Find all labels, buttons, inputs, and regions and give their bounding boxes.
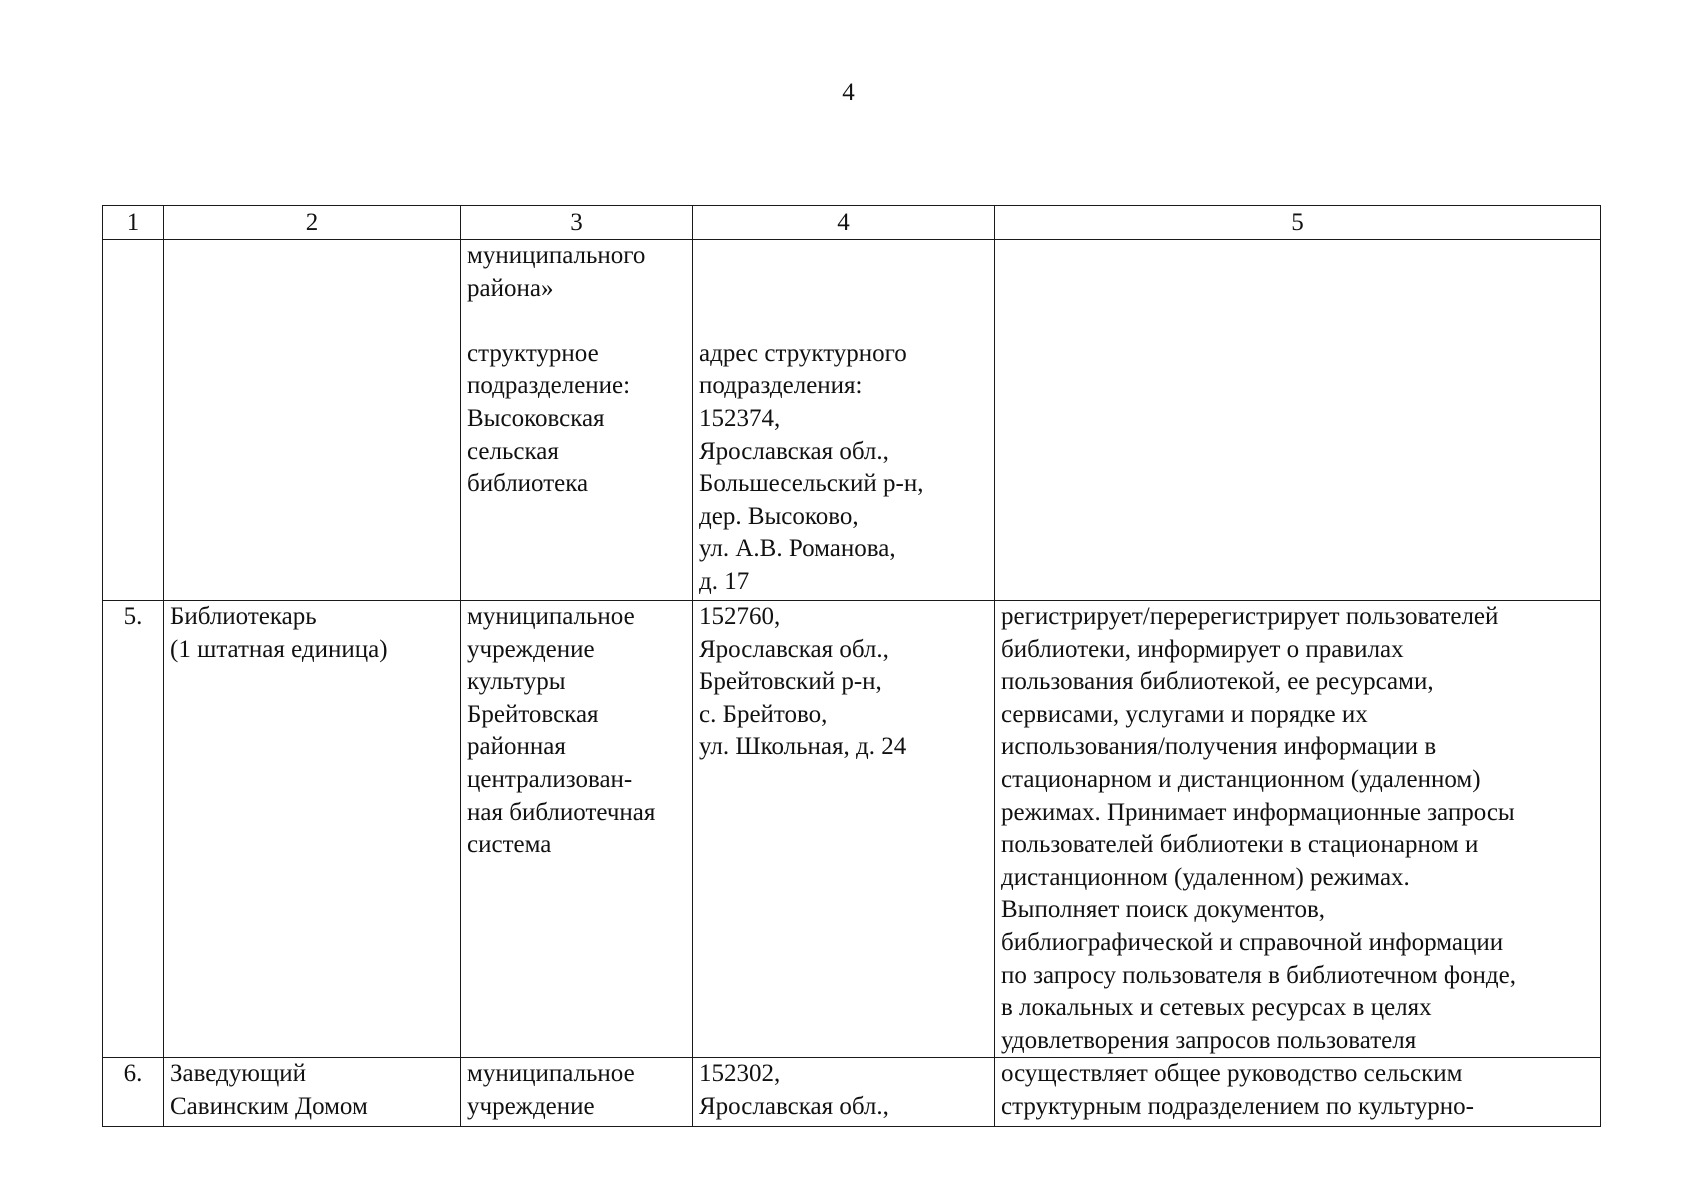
- column-header: 5: [995, 206, 1601, 240]
- duties-cell: осуществляет общее руководство сельским структурным подразделением по культурно-: [995, 1058, 1601, 1127]
- table-row: [103, 240, 1601, 601]
- organization-cell: муниципального района» структурное подразделение: Высоковская сельская библиотека: [461, 240, 693, 601]
- column-header: 4: [693, 206, 995, 240]
- vacancy-table: [102, 205, 1601, 1127]
- address-cell: 152302, Ярославская обл.,: [693, 1058, 995, 1127]
- duties-cell: регистрирует/перерегистрирует пользователей библиотеки, информирует о правилах пользования библиотекой, ее ресурсами, сервисами, услугами и порядке их использования/получения информации в стационарном и дистанционном (удаленном) режимах. Принимает информационные запросы пользователей библиотеки в стационарном и дистанционном (удаленном) режимах. Выполняет поиск документов, библиографической и справочной информации по запросу пользователя в библиотечном фонде, в локальных и сетевых ресурсах в целях удовлетворения запросов пользователя: [995, 601, 1601, 1058]
- row-number-cell: 5.: [103, 601, 164, 1058]
- address-cell: адрес структурного подразделения: 152374, Ярославская обл., Большесельский р-н, дер. Высоково, ул. А.В. Романова, д. 17: [693, 240, 995, 601]
- column-header: 1: [103, 206, 164, 240]
- organization-cell: муниципальное учреждение культуры Брейтовская районная централизован- ная библиотечная система: [461, 601, 693, 1058]
- duties-cell: [995, 240, 1601, 601]
- column-header: 2: [164, 206, 461, 240]
- row-number-cell: [103, 240, 164, 601]
- table-row: [103, 601, 1601, 1058]
- address-cell: 152760, Ярославская обл., Брейтовский р-н, с. Брейтово, ул. Школьная, д. 24: [693, 601, 995, 1058]
- organization-cell: муниципальное учреждение: [461, 1058, 693, 1127]
- page-number: 4: [842, 79, 855, 106]
- row-number-cell: 6.: [103, 1058, 164, 1127]
- position-cell: [164, 240, 461, 601]
- position-cell: Библиотекарь (1 штатная единица): [164, 601, 461, 1058]
- position-cell: Заведующий Савинским Домом: [164, 1058, 461, 1127]
- table-header-row: [103, 206, 1601, 240]
- column-header: 3: [461, 206, 693, 240]
- table-row: [103, 1058, 1601, 1127]
